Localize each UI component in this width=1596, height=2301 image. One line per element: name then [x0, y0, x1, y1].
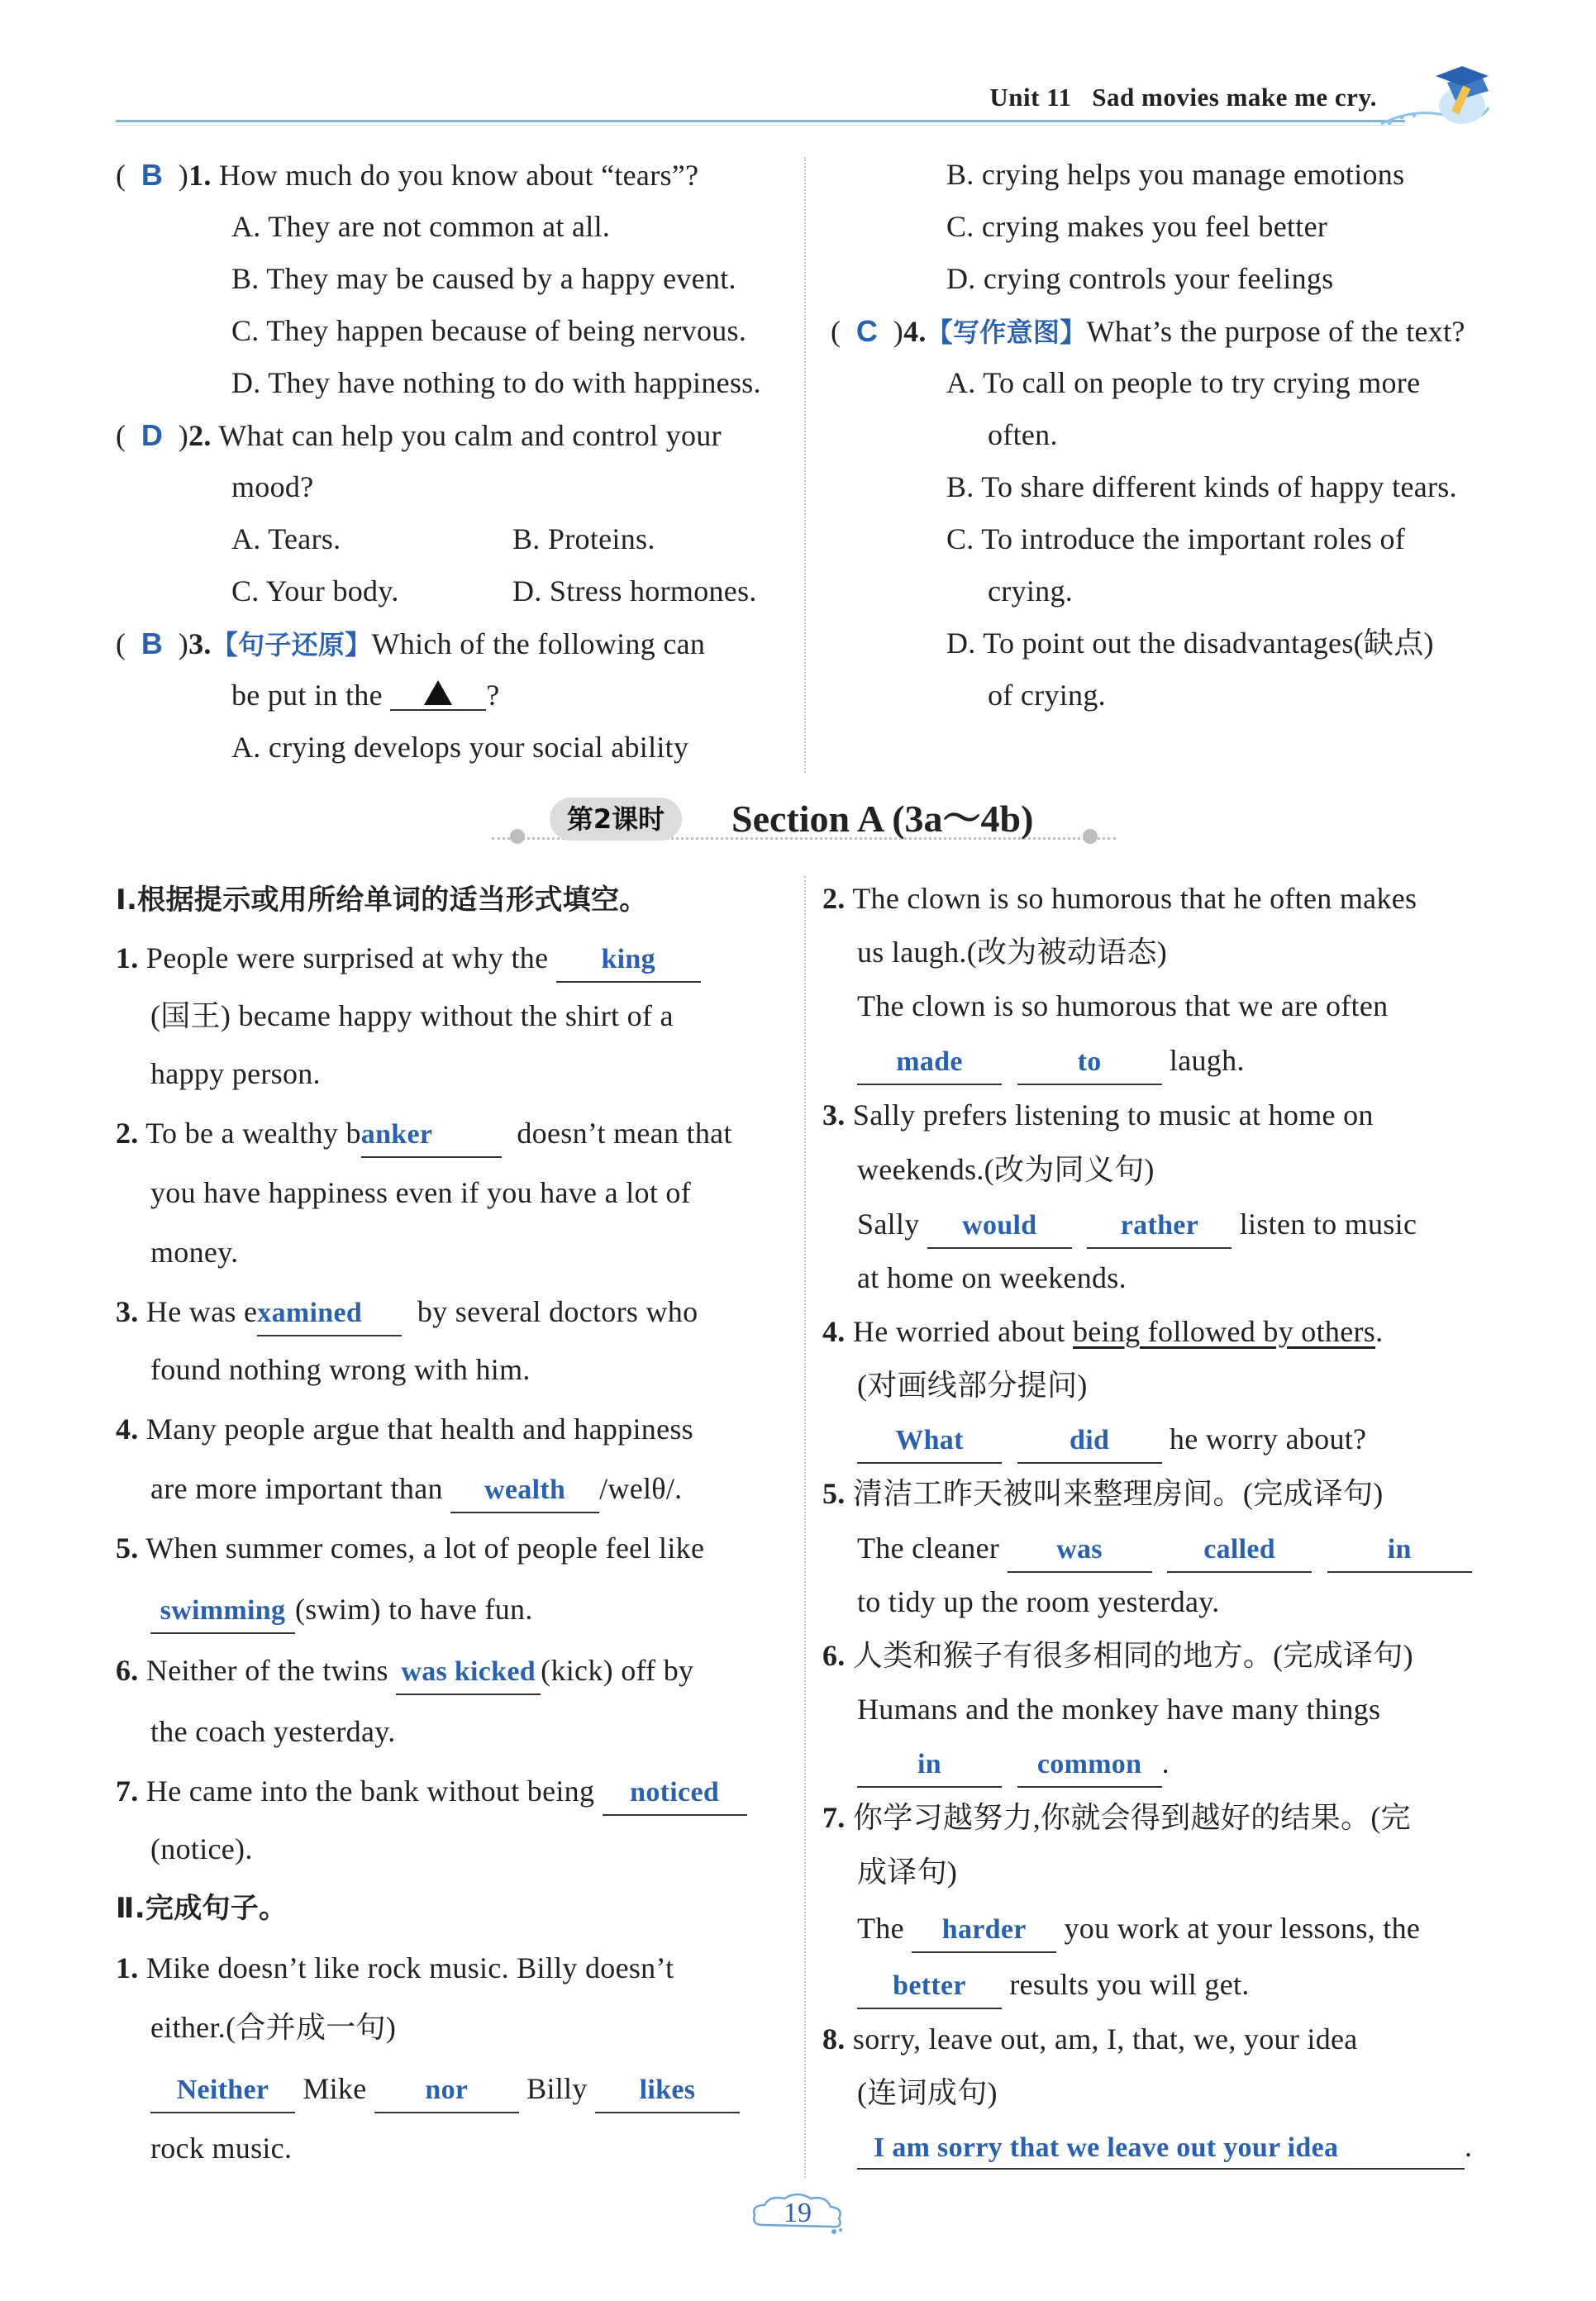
item-text-cont	[116, 1579, 793, 1640]
question-3-stem: ( B )3.【句子还原】Which of the following can	[116, 626, 706, 660]
item-text: he worry about?	[1169, 1422, 1367, 1455]
item-answer-line	[822, 1957, 1508, 2012]
item-text-cont: to tidy up the room yesterday.	[857, 1585, 1220, 1618]
item-text-cont: (对画线部分提问)	[857, 1369, 1088, 1402]
item-text: 你学习越努力,你就会得到越好的结果。(完	[852, 1801, 1411, 1834]
item-answer-line	[822, 2119, 1508, 2174]
question-number: 2.	[188, 419, 212, 452]
item-text: are more important than	[150, 1472, 443, 1505]
answer-blank: common	[1017, 1746, 1162, 1788]
item-text: He worried about	[852, 1315, 1065, 1348]
item-number: 5.	[116, 1532, 139, 1565]
header-unit-title	[989, 83, 1377, 112]
item-text: laugh.	[1169, 1044, 1245, 1077]
item-text-cont: happy person.	[150, 1057, 321, 1090]
header-title: Sad movies make me cry.	[1092, 83, 1377, 112]
column-divider-bottom	[804, 876, 806, 2178]
lesson-badge	[550, 798, 682, 841]
option-c: C. To introduce the important roles of	[946, 522, 1406, 555]
item-number: 7.	[116, 1775, 139, 1808]
part-1-heading: Ⅰ.根据提示或用所给单词的适当形式填空。	[116, 884, 648, 917]
item-text-cont: at home on weekends.	[857, 1261, 1127, 1294]
underlined-text: being followed by others	[1072, 1315, 1376, 1348]
item-text: Mike	[303, 2072, 367, 2105]
reading-questions-right	[831, 149, 1508, 722]
item-text: Mike doesn’t like rock music. Billy doesn’t	[145, 1951, 674, 1984]
question-tag: 【写作意图】	[926, 317, 1087, 348]
options-ab	[116, 513, 793, 565]
question-number: 1.	[188, 159, 212, 192]
option-d: D. They have nothing to do with happiness.	[231, 366, 761, 399]
question-2-stem: ( D )2. What can help you calm and control your	[116, 418, 722, 452]
item-text: .	[1161, 1746, 1170, 1779]
option-d: D. crying controls your feelings	[946, 262, 1334, 295]
item-text: The	[857, 1912, 904, 1945]
banner-dot-left	[510, 829, 525, 844]
item-text-cont: (国王) became happy without the shirt of a	[150, 999, 674, 1032]
item-text: .	[1465, 2130, 1473, 2163]
item-number: 3.	[822, 1098, 846, 1131]
question-number: 3.	[188, 627, 212, 660]
question-mark: ?	[486, 679, 500, 712]
question-number: 4.	[903, 315, 927, 348]
item-number: 2.	[822, 882, 846, 915]
item-number: 6.	[822, 1639, 846, 1672]
question-text: What can help you calm and control your	[218, 419, 722, 452]
item-text-cont: 成译句)	[857, 1856, 958, 1889]
answer-blank: called	[1167, 1532, 1312, 1573]
option-d-cont: of crying.	[988, 679, 1106, 712]
item-text: He was e	[145, 1295, 258, 1328]
item-text-cont: The clown is so humorous that we are often	[857, 989, 1389, 1022]
p2-item-4	[822, 1304, 1508, 1359]
item-number: 2.	[116, 1117, 139, 1150]
item-text: listen to music	[1239, 1208, 1417, 1241]
item-text: you work at your lessons, the	[1064, 1912, 1421, 1945]
item-text-cont: Humans and the monkey have many things	[857, 1693, 1381, 1726]
answer-blank: xamined	[257, 1295, 402, 1336]
p2-item-7	[822, 1790, 1508, 1845]
p2-item-5	[822, 1466, 1508, 1521]
lesson-badge-text: 第2课时	[566, 803, 665, 835]
item-text-cont: (notice).	[150, 1832, 253, 1865]
item-text: results you will get.	[1009, 1968, 1250, 2001]
item-text: .	[1375, 1315, 1384, 1348]
option-c-cont: crying.	[988, 574, 1074, 607]
question-text: How much do you know about “tears”?	[219, 159, 699, 192]
item-answer-line	[822, 1736, 1508, 1790]
item-answer-line	[822, 1899, 1508, 1957]
option-b: B. To share different kinds of happy tears.	[946, 470, 1457, 503]
item-text: by several doctors who	[417, 1295, 698, 1328]
p1-item-4	[116, 1398, 793, 1460]
p1-item-2	[116, 1103, 793, 1164]
blank-placeholder	[390, 669, 486, 711]
item-text: Many people argue that health and happiness	[145, 1413, 693, 1446]
answer-blank: likes	[595, 2072, 740, 2113]
answer-blank: was kicked	[396, 1654, 541, 1695]
column-divider-top	[804, 157, 806, 773]
option-b: B. They may be caused by a happy event.	[231, 262, 736, 295]
item-text-cont: (连词成句)	[857, 2076, 998, 2109]
item-text: He came into the bank without being	[145, 1775, 595, 1808]
answer-blank: in	[857, 1746, 1002, 1788]
item-text-cont: either.(合并成一句)	[150, 2011, 397, 2044]
phonetic: /welθ/.	[599, 1472, 683, 1505]
answer-blank: better	[857, 1968, 1002, 2009]
item-text: (swim) to have fun.	[295, 1593, 533, 1626]
item-text-cont: rock music.	[150, 2132, 293, 2165]
answer-choice: B	[141, 158, 164, 192]
graduation-pencil-icon	[1365, 58, 1497, 132]
option-a: A. They are not common at all.	[231, 210, 611, 243]
answer-blank: Neither	[150, 2072, 295, 2113]
item-answer-line	[822, 1197, 1508, 1251]
page-number	[748, 2189, 847, 2238]
item-text: People were surprised at why the	[145, 941, 549, 974]
answer-blank: made	[857, 1044, 1002, 1085]
question-1-stem: ( B )1. How much do you know about “tears”?	[116, 158, 699, 192]
item-number: 1.	[116, 941, 139, 974]
item-text-cont: money.	[150, 1236, 239, 1269]
item-number: 4.	[822, 1315, 846, 1348]
options-cd	[116, 565, 793, 617]
item-number: 8.	[822, 2022, 846, 2056]
question-tag: 【句子还原】	[211, 629, 372, 660]
answer-blank: What	[857, 1422, 1002, 1464]
question-text: Which of the following can	[371, 627, 706, 660]
item-text: Sally prefers listening to music at home on	[852, 1098, 1374, 1131]
p1-item-5	[116, 1517, 793, 1579]
part-2-heading: Ⅱ.完成句子。	[116, 1892, 288, 1925]
option-d: D. Stress hormones.	[512, 574, 757, 607]
question-text: What’s the purpose of the text?	[1086, 315, 1465, 348]
p2-item-2	[822, 871, 1508, 926]
answer-blank: wealth	[450, 1472, 599, 1513]
question-4-stem: ( C )4.【写作意图】What’s the purpose of the text?	[831, 314, 1465, 348]
answer-choice: D	[141, 418, 164, 452]
item-text: sorry, leave out, am, I, that, we, your idea	[852, 2022, 1358, 2056]
answer-blank: I am sorry that we leave out your idea	[857, 2130, 1465, 2170]
p1-item-7	[116, 1762, 793, 1820]
item-number: 3.	[116, 1295, 139, 1328]
header-rule	[116, 120, 1405, 122]
item-text-cont	[116, 1460, 793, 1517]
answer-blank: king	[556, 941, 701, 983]
item-text: To be a wealthy b	[145, 1117, 361, 1150]
option-c: C. crying makes you feel better	[946, 210, 1328, 243]
answer-blank: rather	[1087, 1208, 1232, 1249]
answer-blank: would	[927, 1208, 1072, 1249]
option-c: C. Your body.	[231, 574, 399, 607]
answer-choice: C	[855, 314, 879, 348]
item-answer-line	[116, 2058, 793, 2119]
answer-blank: nor	[374, 2072, 519, 2113]
answer-blank: anker	[361, 1117, 502, 1158]
item-text-cont: the coach yesterday.	[150, 1715, 396, 1748]
item-answer-line	[822, 1521, 1508, 1575]
answer-blank: did	[1017, 1422, 1162, 1464]
item-text: Billy	[526, 2072, 588, 2105]
section-title: Section A (3a～4b)	[731, 798, 1034, 840]
p2-item-6	[822, 1628, 1508, 1683]
item-number: 7.	[822, 1801, 846, 1834]
option-c: C. They happen because of being nervous.	[231, 314, 747, 347]
p2-item-1	[116, 1939, 793, 1997]
item-answer-line	[822, 1412, 1508, 1466]
section-banner	[492, 789, 1116, 855]
item-text-cont: weekends.(改为同义句)	[857, 1153, 1155, 1186]
p2-item-3	[822, 1088, 1508, 1142]
p1-item-3	[116, 1283, 793, 1341]
option-a: A. Tears.	[231, 522, 341, 555]
answer-choice: B	[141, 626, 164, 660]
item-text-cont: us laugh.(改为被动语态)	[857, 936, 1168, 969]
item-text: The cleaner	[857, 1532, 1000, 1565]
answer-blank: harder	[912, 1912, 1056, 1953]
item-text-cont: found nothing wrong with him.	[150, 1353, 531, 1386]
item-text: Neither of the twins	[145, 1654, 388, 1687]
banner-dot-right	[1083, 829, 1098, 844]
item-text: 清洁工昨天被叫来整理房间。(完成译句)	[852, 1477, 1384, 1510]
item-text: (kick) off by	[541, 1654, 694, 1687]
answer-blank: noticed	[603, 1775, 747, 1816]
option-d: D. To point out the disadvantages(缺点)	[946, 626, 1434, 660]
item-text: The clown is so humorous that he often makes	[852, 882, 1417, 915]
answer-blank: swimming	[150, 1593, 295, 1634]
item-text: doesn’t mean that	[517, 1117, 732, 1150]
answer-blank: was	[1008, 1532, 1152, 1573]
option-b: B. Proteins.	[512, 522, 655, 555]
p1-item-6	[116, 1640, 793, 1701]
reading-questions-left	[116, 149, 793, 774]
exercise-right-column	[822, 871, 1508, 2174]
item-number: 5.	[822, 1477, 846, 1510]
page-number-text: 19	[784, 2198, 812, 2228]
p1-item-1	[116, 929, 793, 987]
answer-blank: in	[1327, 1532, 1472, 1573]
p2-item-8	[822, 2012, 1508, 2066]
header-unit: Unit 11	[989, 83, 1072, 112]
item-number: 4.	[116, 1413, 139, 1446]
header-rule-thin	[116, 125, 1405, 126]
item-number: 6.	[116, 1654, 139, 1687]
question-text-cont: mood?	[231, 470, 314, 503]
option-a-cont: often.	[988, 418, 1058, 451]
triangle-icon	[424, 680, 452, 705]
item-text: Sally	[857, 1208, 920, 1241]
answer-blank: to	[1017, 1044, 1162, 1085]
question-text: be put in the	[231, 679, 383, 712]
option-a: A. crying develops your social ability	[231, 731, 689, 764]
item-text: When summer comes, a lot of people feel like	[145, 1532, 705, 1565]
option-a: A. To call on people to try crying more	[946, 366, 1421, 399]
item-number: 1.	[116, 1951, 139, 1984]
option-b: B. crying helps you manage emotions	[946, 158, 1405, 191]
question-text-cont	[116, 669, 793, 722]
item-text-cont: you have happiness even if you have a lot of	[150, 1176, 692, 1209]
item-text: 人类和猴子有很多相同的地方。(完成译句)	[852, 1639, 1413, 1672]
item-answer-line	[822, 1033, 1508, 1088]
exercise-left-column	[116, 871, 793, 2177]
